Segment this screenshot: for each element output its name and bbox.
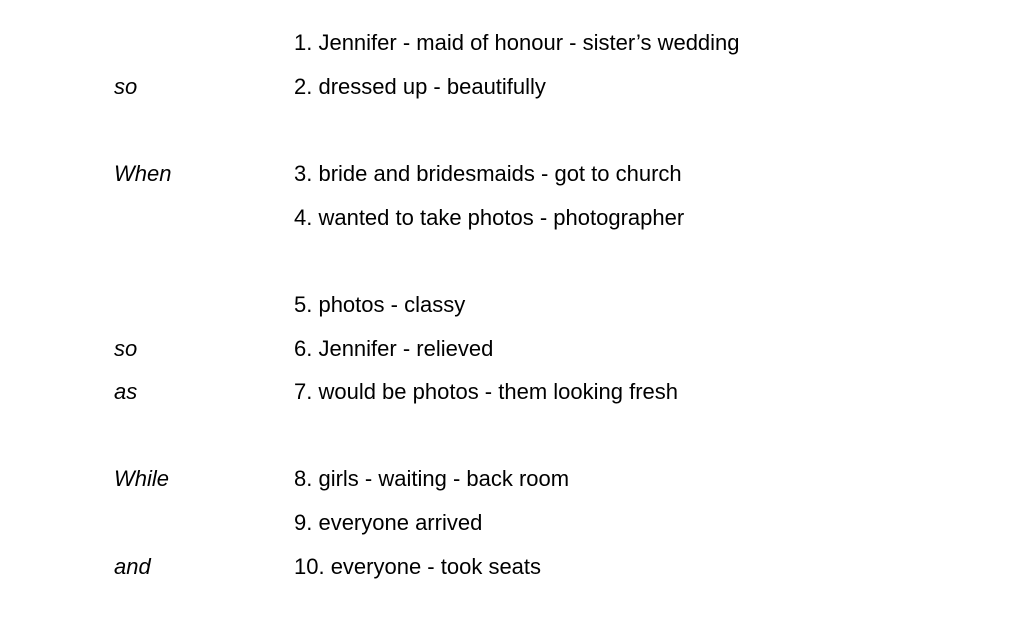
sentence-prompt: 10. everyone - took seats: [294, 554, 542, 579]
connector-word: so: [114, 74, 138, 99]
sentence-prompt: 3. bride and bridesmaids - got to church: [294, 161, 682, 186]
worksheet-row-2: [0, 72, 1020, 102]
connector-word: While: [114, 466, 170, 491]
sentence-prompt: 8. girls - waiting - back room: [294, 466, 570, 491]
sentence-prompt: 5. photos - classy: [294, 292, 466, 317]
sentence-prompt: 2. dressed up - beautifully: [294, 74, 546, 99]
worksheet-row-4: [0, 203, 1020, 233]
connector-word: so: [114, 336, 138, 361]
sentence-prompt: 7. would be photos - them looking fresh: [294, 379, 679, 404]
worksheet-row-3: [0, 159, 1020, 189]
connector-word: as: [114, 379, 138, 404]
sentence-prompt: 9. everyone arrived: [294, 510, 483, 535]
worksheet-row-1: [0, 28, 1020, 58]
worksheet-row-7: [0, 377, 1020, 407]
sentence-prompt: 6. Jennifer - relieved: [294, 336, 494, 361]
connector-word: and: [114, 554, 151, 579]
sentence-prompt: 4. wanted to take photos - photographer: [294, 205, 685, 230]
worksheet-row-5: [0, 290, 1020, 320]
sentence-prompt: 1. Jennifer - maid of honour - sister’s wedding: [294, 30, 740, 55]
worksheet-row-8: [0, 464, 1020, 494]
connector-word: When: [114, 161, 172, 186]
worksheet-row-6: [0, 334, 1020, 364]
worksheet-row-9: [0, 508, 1020, 538]
worksheet-row-10: [0, 552, 1020, 582]
